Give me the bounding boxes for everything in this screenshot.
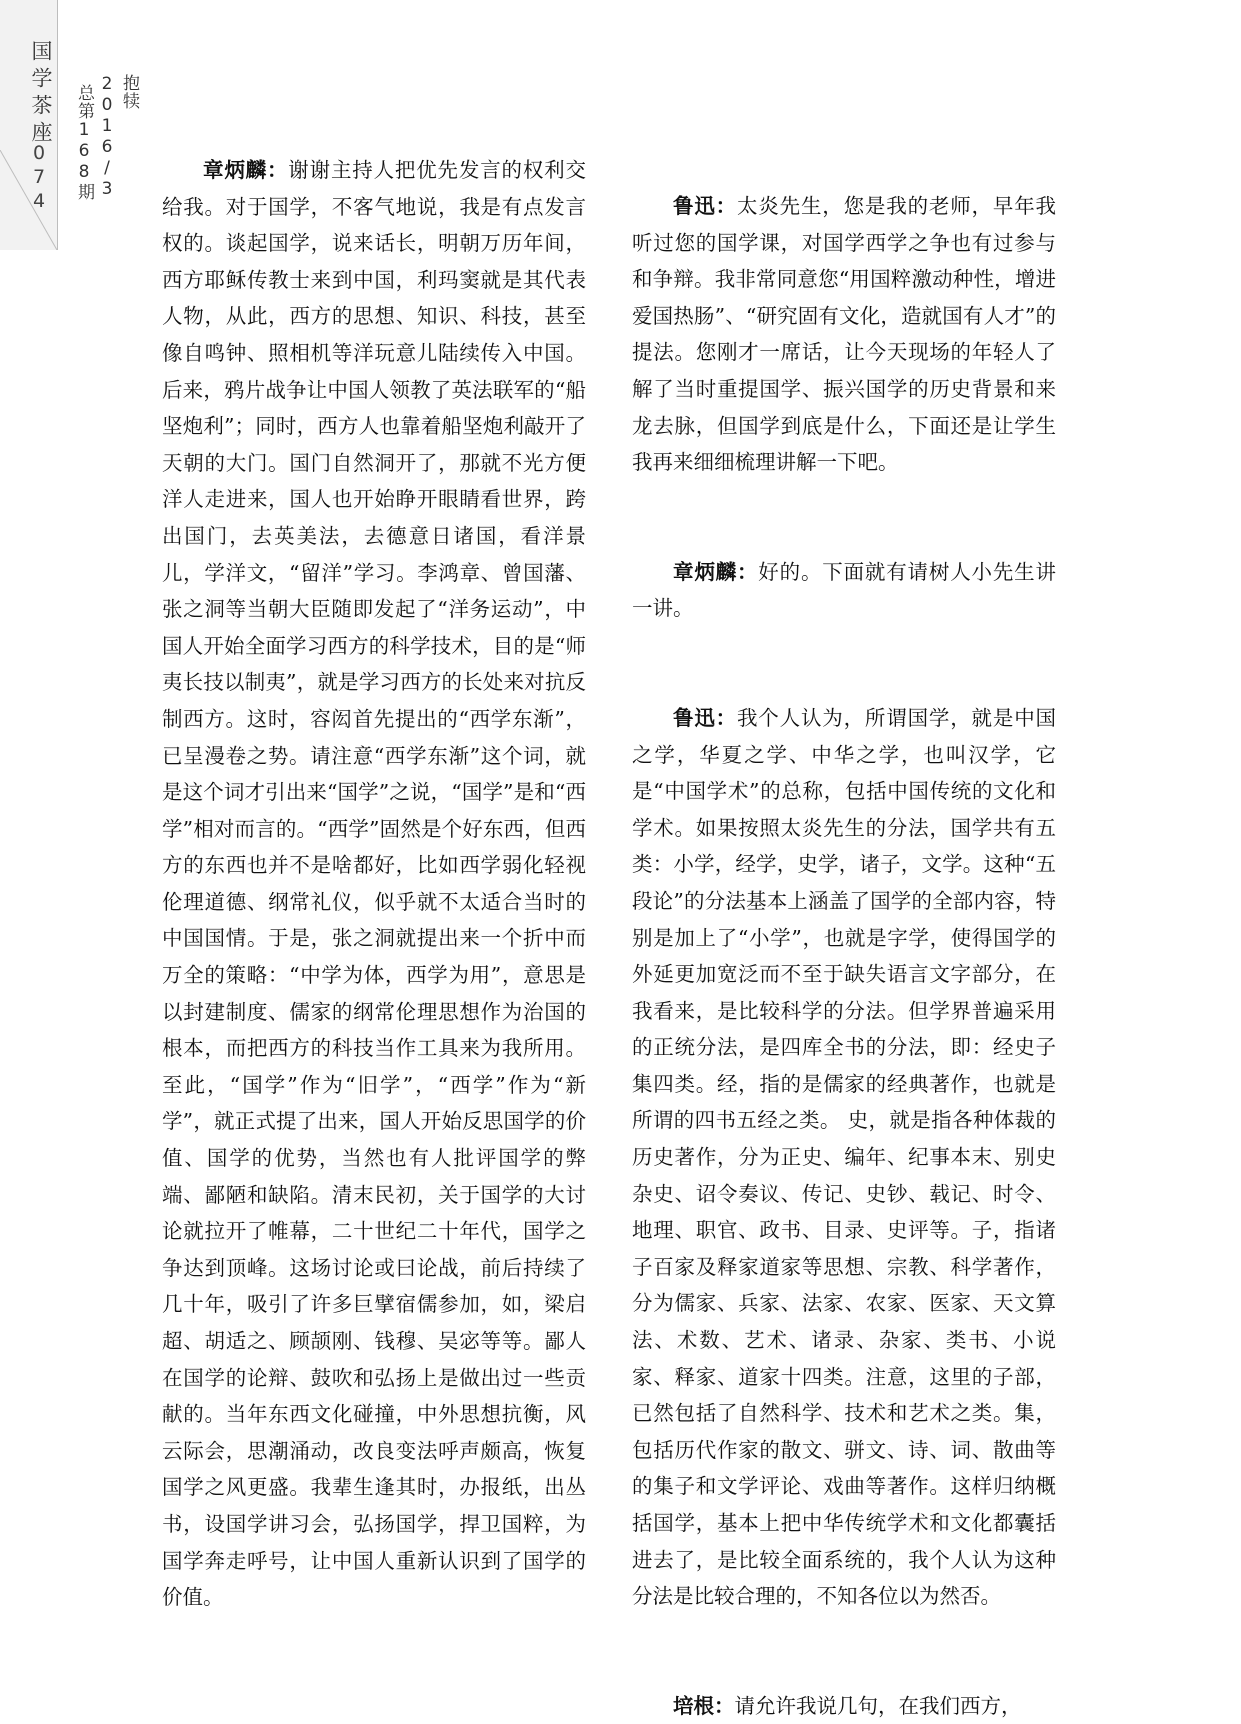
speaker-name: 章炳麟： [203, 158, 289, 182]
magazine-name: 抱犊 [119, 74, 139, 110]
speaker-name: 培根： [673, 1693, 735, 1718]
paragraph-text: 谢谢主持人把优先发言的权利交给我。对于国学，不客气地说，我是有点发言权的。谈起国学，说来话长，明朝万历年间，西方耶稣传教士来到中国，利玛窦就是其代表人物，从此，西方的思想、知识、科技，甚至像自鸣钟、照相机等洋玩意儿陆续传入中国。后来，鸦片战争让中国人领教了英法联军的“船坚炮利”；同时，西方人也靠着船坚炮利敲开了天朝的大门。国门自然洞开了，那就不光方便洋人走进来，国人也开始睁开眼睛看世界，跨出国门，去英美法，去德意日诸国，看洋景儿，学洋文，“留洋”学习。李鸿章、曾国藩、张之洞等当朝大臣随即发起了“洋务运动”，中国人开始全面学习西方的科学技术，目的是“师夷长技以制夷”，就是学习西方的长处来对抗反制西方。这时，容闳首先提出的“西学东渐”，已呈漫卷之势。请注意“西学东渐”这个词，就是这个词才引出来“国学”之说，“国学”是和“西学”相对而言的。“西学”固然是个好东西，但西方的东西也并不是啥都好，比如西学弱化轻视伦理道德、纲常礼仪，似乎就不太适合当时的中国国情。于是，张之洞就提出来一个折中而万全的策略：“中学为体，西学为用”，意思是以封建制度、儒家的纲常伦理思想作为治国的根本，而把西方的科技当作工具来为我所用。至此，“国学”作为“旧学”，“西学”作为“新学”，就正式提了出来，国人开始反思国学的价值、国学的优势，当然也有人批评国学的弊端、鄙陋和缺陷。清末民初，关于国学的大讨论就拉开了帷幕，二十世纪二十年代，国学之争达到顶峰。这场讨论或曰论战，前后持续了几十年，吸引了许多巨擘宿儒参加，如，梁启超、胡适之、顾颉刚、钱穆、吴宓等等。鄙人在国学的论辩、鼓吹和弘扬上是做出过一些贡献的。当年东西文化碰撞，中外思想抗衡，风云际会，思潮涌动，改良变法呼声颇高，恢复国学之风更盛。我辈生逢其时，办报纸，出丛书，设国学讲习会，弘扬国学，捍卫国粹，为国学奔走呼号，让中国人重新认识到了国学的价值。 [162, 158, 587, 1610]
speaker-name: 章炳麟： [673, 559, 759, 584]
page-number: 074 [28, 142, 50, 214]
paragraph-text: 请允许我说几句，在我们西方， [734, 1693, 1022, 1718]
issue-year: 2016/3 [97, 74, 117, 200]
right-column [632, 188, 1056, 1724]
issue-total: 总第168期 [74, 84, 94, 201]
speaker-name: 鲁迅： [673, 194, 737, 218]
section-title: 国学茶座 [29, 40, 53, 148]
paragraph [632, 1688, 1056, 1724]
paragraph-text: 我个人认为，所谓国学，就是中国之学，华夏之学、中华之学，也叫汉学，它是“中国学术”的总称，包括中国传统的文化和学术。如果按照太炎先生的分法，国学共有五类：小学，经学，史学，诸子，文学。这种“五段论”的分法基本上涵盖了国学的全部内容，特别是加上了“小学”，也就是字学，使得国学的外延更加宽泛而不至于缺失语言文字部分，在我看来，是比较科学的分法。但学界普遍采用的正统分法，是四库全书的分法，即：经史子集四类。经，指的是儒家的经典著作，也就是所谓的四书五经之类。 史，就是指各种体裁的历史著作，分为正史、编年、纪事本末、别史杂史、诏令奏议、传记、史钞、载记、时令、地理、职官、政书、目录、史评等。子，指诸子百家及释家道家等思想、宗教、科学著作，分为儒家、兵家、法家、农家、医家、天文算法、术数、艺术、诸录、杂家、类书、小说家、释家、道家十四类。注意，这里的子部，已然包括了自然科学、技术和艺术之类。集，包括历代作家的散文、骈文、诗、词、散曲等的集子和文学评论、戏曲等著作。这样归纳概括国学，基本上把中华传统学术和文化都囊括进去了，是比较全面系统的，我个人认为这种分法是比较合理的，不知各位以为然否。 [632, 705, 1057, 1609]
paragraph [632, 554, 1056, 627]
issue-info [72, 74, 142, 201]
speaker-name: 鲁迅： [673, 705, 737, 730]
paragraph-text: 太炎先生，您是我的老师，早年我听过您的国学课，对国学西学之争也有过参与和争辩。我非常同意您“用国粹激动种性，增进爱国热肠”、“研究固有文化，造就国有人才”的提法。您刚才一席话，让今天现场的年轻人了解了当时重提国学、振兴国学的历史背景和来龙去脉，但国学到底是什么，下面还是让学生我再来细细梳理讲解一下吧。 [632, 194, 1057, 475]
paragraph-text: 好的。下面就有请树人小先生讲一讲。 [632, 559, 1057, 621]
paragraph [632, 700, 1056, 1615]
paragraph [632, 188, 1056, 481]
paragraph [162, 152, 586, 1616]
left-column [162, 152, 586, 1616]
